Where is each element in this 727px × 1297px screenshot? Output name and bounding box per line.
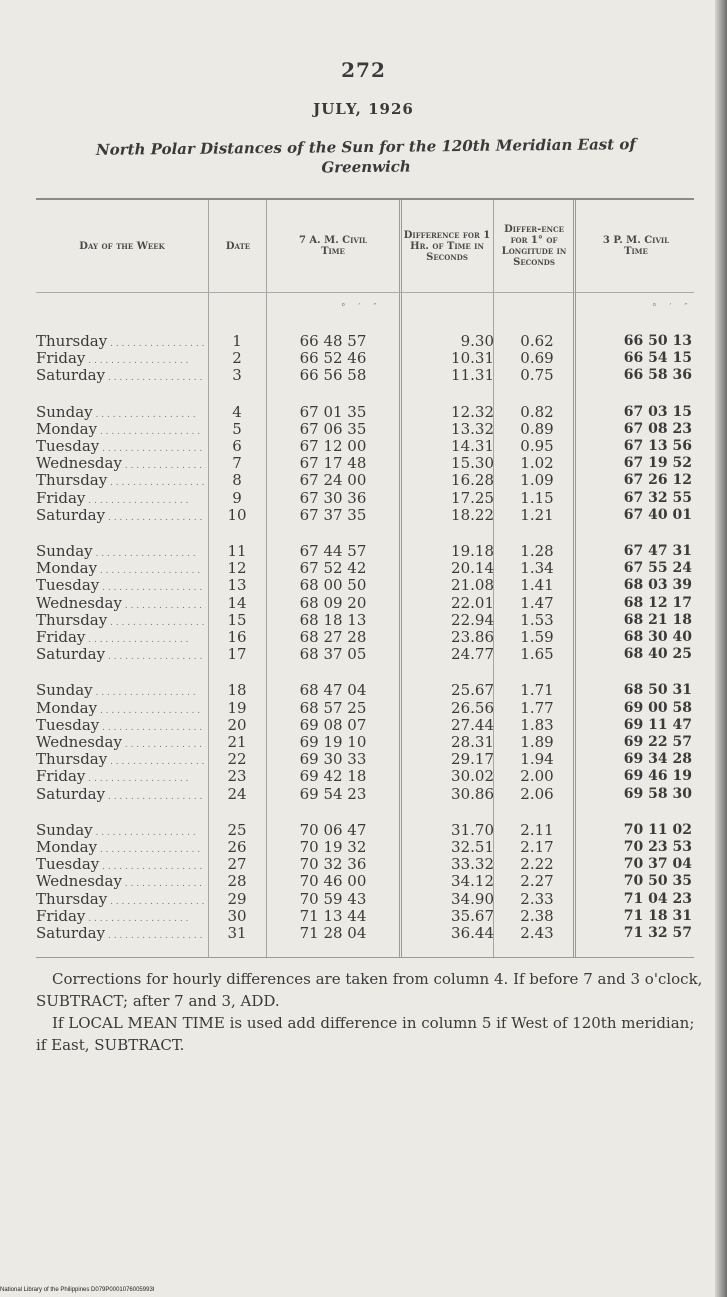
cell-pm: 69 58 30 [623,785,692,802]
cell-day: Friday . . . [36,490,206,510]
cell-pm: 66 58 36 [623,367,692,384]
cell-diff-hour: 32.51 [451,838,494,856]
cell-diff-hour: 9.30 [460,332,494,350]
cell-diff-long: 1.34 [520,559,554,578]
cell-day: Thursday . . . [36,333,206,353]
cell-diff-long: 1.53 [520,610,554,629]
cell-diff-long: 1.83 [520,715,554,734]
cell-pm: 70 50 35 [623,873,692,890]
table-row [36,560,694,577]
table-row [36,350,694,367]
cell-pm: 68 12 17 [623,594,692,611]
cell-pm: 69 46 19 [623,768,692,785]
cell-diff-long: 2.43 [520,924,554,942]
cell-day: Thursday . . . [36,751,206,771]
note-local-mean-time: If LOCAL MEAN TIME is used add difference in column 5 if West of 120th meridian; if East, SUBTRACT. [36,1014,695,1054]
cell-am: 68 27 28 [299,628,367,646]
cell-day: Sunday . . . [36,543,206,563]
month-title: JULY, 1926 [313,100,414,118]
cell-diff-long: 1.28 [520,542,554,560]
cell-day: Thursday . . . [36,612,206,632]
cell-diff-hour: 12.32 [451,402,494,421]
table-row [36,612,694,629]
cell-pm: 68 30 40 [623,629,692,645]
cell-diff-long: 2.33 [520,889,554,908]
table-subtitle [60,134,672,180]
cell-date: 28 [227,872,247,891]
cell-pm: 70 37 04 [623,856,692,873]
cell-pm: 71 32 57 [623,925,692,941]
cell-pm: 66 54 15 [623,350,692,367]
cell-day: Saturday . . . [36,646,206,666]
header-diff-long: Differ-ence for 1° of Longitude in Seconds [501,224,567,268]
table-row [36,822,694,839]
table-row [36,421,694,438]
cell-am: 70 46 00 [299,872,367,891]
cell-day: Saturday . . . [36,367,206,387]
cell-diff-hour: 35.67 [451,906,494,925]
cell-date: 6 [232,437,242,455]
cell-diff-hour: 24.77 [451,645,494,664]
table-row [36,472,694,489]
cell-diff-hour: 10.31 [451,349,494,368]
cell-date: 13 [227,576,247,595]
cell-date: 23 [227,767,247,786]
cell-am: 69 08 07 [299,715,367,734]
cell-date: 5 [232,419,242,438]
cell-am: 70 32 36 [299,855,367,874]
cell-pm: 67 40 01 [623,506,692,523]
cell-diff-hour: 15.30 [451,454,494,473]
cell-diff-long: 1.65 [520,645,554,664]
cell-diff-long: 1.41 [520,576,554,595]
cell-pm: 67 55 24 [623,560,692,577]
cell-pm: 69 34 28 [623,751,692,768]
cell-day: Wednesday . . . [36,873,206,893]
cell-pm: 68 50 31 [623,682,692,699]
cell-day: Tuesday . . . [36,438,206,458]
cell-diff-long: 2.11 [520,820,554,839]
cell-diff-hour: 21.08 [451,576,494,595]
cell-diff-hour: 16.28 [451,471,494,490]
cell-am: 67 17 48 [299,454,367,473]
cell-pm: 70 11 02 [623,821,692,838]
cell-am: 66 56 58 [299,366,367,385]
cell-am: 68 57 25 [299,698,367,717]
cell-day: Wednesday . . . [36,455,206,475]
cell-date: 29 [227,889,247,908]
cell-am: 69 30 33 [299,750,367,769]
cell-date: 17 [227,645,247,664]
table-row [36,507,694,524]
unit-marks-am: ° ′ ″ [341,303,382,313]
cell-pm: 69 11 47 [623,716,692,733]
cell-date: 19 [227,698,247,717]
header-pm: 3 P. M. Civil Time [602,235,670,257]
cell-date: 24 [227,784,247,803]
cell-diff-long: 1.71 [520,681,554,700]
table-row [36,768,694,785]
unit-marks-pm: ° ′ ″ [652,303,693,313]
cell-am: 68 09 20 [299,593,367,612]
table-row [36,367,694,384]
cell-day: Monday . . . [36,560,206,580]
cell-diff-hour: 28.31 [451,733,494,751]
header-rule [36,292,694,293]
cell-date: 15 [227,610,247,629]
cell-date: 16 [227,628,247,646]
cell-diff-hour: 11.31 [451,366,494,385]
cell-date: 21 [227,733,247,751]
subtitle-line-1: North Polar Distances of the Sun for the 120th Meridian East of [95,135,636,159]
cell-date: 10 [227,505,247,524]
page-edge-shadow [715,0,727,1297]
cell-diff-hour: 30.02 [451,767,494,786]
cell-am: 70 06 47 [299,820,367,839]
cell-date: 18 [227,681,247,700]
cell-date: 20 [227,715,247,734]
cell-diff-hour: 34.90 [451,889,494,908]
table-row [36,925,694,942]
cell-am: 66 52 46 [299,349,367,368]
cell-diff-hour: 22.01 [451,593,494,612]
table-row [36,700,694,717]
cell-am: 67 52 42 [299,559,367,578]
cell-pm: 71 04 23 [623,890,692,907]
cell-diff-long: 2.38 [520,906,554,925]
cell-diff-long: 1.47 [520,593,554,612]
table-row [36,873,694,890]
cell-diff-hour: 22.94 [451,610,494,629]
cell-diff-long: 2.27 [520,872,554,891]
cell-pm: 67 19 52 [623,455,692,472]
cell-am: 68 37 05 [299,645,367,664]
cell-day: Wednesday . . . [36,595,206,615]
cell-diff-long: 1.77 [520,698,554,717]
cell-day: Sunday . . . [36,822,206,842]
cell-day: Friday . . . [36,350,206,370]
table-row [36,717,694,734]
cell-am: 67 30 36 [299,488,367,507]
cell-am: 67 06 35 [299,419,367,438]
cell-day: Saturday . . . [36,507,206,527]
cell-diff-long: 1.59 [520,628,554,646]
cell-day: Monday . . . [36,700,206,720]
cell-pm: 68 03 39 [623,577,692,594]
cell-diff-long: 2.00 [520,767,554,786]
cell-diff-long: 0.82 [520,402,554,421]
cell-date: 4 [232,402,242,421]
cell-diff-long: 0.75 [520,366,554,385]
table-row [36,333,694,350]
cell-diff-long: 2.22 [520,855,554,874]
cell-diff-long: 2.17 [520,838,554,856]
cell-date: 14 [227,593,247,612]
cell-diff-long: 0.89 [520,419,554,438]
cell-day: Sunday . . . [36,404,206,424]
note-corrections: Corrections for hourly differences are taken from column 4. If before 7 and 3 o'clock, SUBTRACT; after 7 and 3, ADD. [36,970,703,1010]
cell-pm: 69 00 58 [623,699,692,716]
cell-diff-long: 1.09 [520,471,554,490]
cell-day: Tuesday . . . [36,577,206,597]
cell-diff-hour: 33.32 [451,855,494,874]
cell-diff-long: 1.94 [520,750,554,769]
cell-date: 1 [232,332,242,350]
cell-diff-long: 1.89 [520,733,554,751]
cell-diff-hour: 19.18 [451,542,494,560]
cell-date: 11 [227,542,247,560]
cell-day: Monday . . . [36,421,206,441]
cell-diff-long: 0.62 [520,332,554,350]
cell-date: 31 [227,924,247,942]
cell-day: Friday . . . [36,768,206,788]
cell-diff-long: 0.69 [520,349,554,368]
cell-pm: 67 08 23 [623,420,692,437]
cell-diff-hour: 36.44 [451,924,494,942]
table-row [36,856,694,873]
cell-diff-hour: 25.67 [451,681,494,700]
cell-am: 70 59 43 [299,889,367,908]
cell-date: 30 [227,906,247,925]
cell-day: Saturday . . . [36,786,206,806]
table-row [36,490,694,507]
cell-diff-long: 1.02 [520,454,554,473]
cell-diff-hour: 26.56 [451,698,494,717]
table-row [36,646,694,663]
cell-am: 67 37 35 [299,505,367,524]
cell-pm: 66 50 13 [623,333,692,349]
cell-day: Thursday . . . [36,891,206,911]
cell-am: 69 54 23 [299,784,367,803]
cell-pm: 69 22 57 [623,734,692,750]
cell-pm: 68 40 25 [623,646,692,663]
cell-am: 69 19 10 [299,733,367,751]
page-number: 272 [341,58,386,82]
cell-pm: 67 47 31 [623,543,692,559]
table-row [36,786,694,803]
cell-am: 68 00 50 [299,576,367,595]
cell-diff-hour: 23.86 [451,628,494,646]
cell-am: 67 44 57 [299,542,367,560]
cell-diff-hour: 13.32 [451,419,494,438]
cell-pm: 67 03 15 [623,403,692,420]
cell-diff-hour: 30.86 [451,784,494,803]
cell-date: 27 [227,855,247,874]
cell-diff-hour: 31.70 [451,820,494,839]
table-row [36,751,694,768]
cell-day: Tuesday . . . [36,856,206,876]
cell-date: 26 [227,838,247,856]
table-row [36,891,694,908]
cell-pm: 71 18 31 [623,907,692,924]
header-day: Day of the Week [79,240,165,252]
cell-day: Thursday . . . [36,472,206,492]
cell-am: 69 42 18 [299,767,367,786]
header-am: 7 A. M. Civil Time [298,235,368,257]
header-date: Date [225,240,251,252]
cell-day: Friday . . . [36,908,206,928]
cell-date: 22 [227,750,247,769]
library-footer: National Library of the Philippines D079P0001076005993I [0,1287,155,1293]
table-row [36,734,694,751]
cell-diff-hour: 14.31 [451,437,494,455]
header-diff-hour: Difference for 1 Hr. of Time in Seconds [403,229,491,263]
cell-date: 7 [232,454,242,473]
cell-pm: 68 21 18 [623,611,692,628]
table-row [36,543,694,560]
cell-diff-long: 0.95 [520,437,554,455]
cell-am: 67 01 35 [299,402,367,421]
cell-am: 71 28 04 [299,924,367,942]
table-row [36,438,694,455]
cell-day: Monday . . . [36,839,206,859]
cell-diff-hour: 29.17 [451,750,494,769]
table-row [36,404,694,421]
cell-diff-hour: 20.14 [451,559,494,578]
table-row [36,455,694,472]
cell-date: 2 [232,349,242,368]
cell-diff-hour: 17.25 [451,488,494,507]
cell-day: Saturday . . . [36,925,206,945]
table-row [36,682,694,699]
cell-pm: 67 26 12 [623,472,692,489]
cell-diff-hour: 18.22 [451,505,494,524]
table-row [36,839,694,856]
cell-am: 67 12 00 [299,437,367,455]
cell-diff-long: 1.21 [520,505,554,524]
cell-am: 68 47 04 [299,681,367,700]
cell-am: 70 19 32 [299,838,367,856]
cell-day: Wednesday . . . [36,734,206,754]
cell-diff-long: 2.06 [520,784,554,803]
cell-day: Sunday . . . [36,682,206,702]
cell-am: 67 24 00 [299,471,367,490]
cell-date: 8 [232,471,242,490]
cell-diff-hour: 34.12 [451,872,494,891]
cell-pm: 67 13 56 [623,438,692,454]
cell-day: Tuesday . . . [36,717,206,737]
cell-diff-hour: 27.44 [451,715,494,734]
table-row [36,595,694,612]
cell-day: Friday . . . [36,629,206,649]
cell-am: 68 18 13 [299,610,367,629]
cell-am: 66 48 57 [299,332,367,350]
cell-diff-long: 1.15 [520,488,554,507]
cell-date: 9 [232,488,242,507]
notes [36,968,704,1056]
cell-date: 3 [232,366,242,385]
table-row [36,629,694,646]
cell-pm: 67 32 55 [623,489,692,506]
table-row [36,908,694,925]
table-row [36,577,694,594]
polar-distance-table [36,198,694,958]
cell-date: 12 [227,559,247,578]
cell-pm: 70 23 53 [623,839,692,855]
cell-date: 25 [227,820,247,839]
cell-am: 71 13 44 [299,906,367,925]
subtitle-line-2: Greenwich [321,157,411,177]
